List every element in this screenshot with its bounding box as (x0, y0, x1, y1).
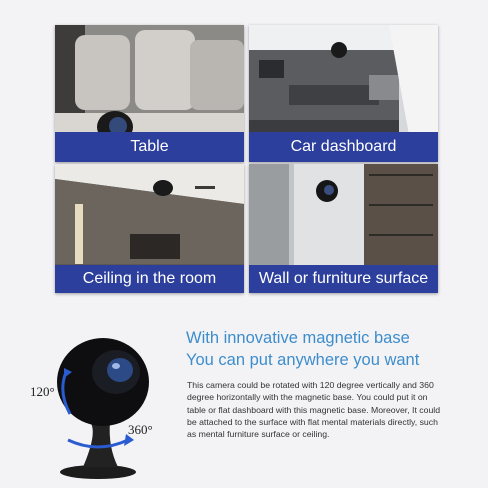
tile-wall-furniture (249, 164, 438, 293)
vertical-rotation-label: 120° (30, 384, 55, 399)
feature-heading-line1: With innovative magnetic base (186, 329, 410, 347)
tile-ceiling (55, 164, 244, 293)
tile-table (55, 25, 244, 162)
feature-description: This camera could be rotated with 120 degree vertically and 360 degree horizontally with the magnetic base. You could put it on table or flat dashboard with this magnetic base. Moreover, It could be attached to the surface with flat mental materials directly, such as mental furniture surface or ceiling. (187, 380, 441, 440)
feature-heading-line2: You can put anywhere you want (186, 351, 420, 369)
camera-product-image (28, 322, 178, 482)
tile-car-dashboard (249, 25, 438, 162)
tile-caption: Wall or furniture surface (249, 265, 438, 293)
feature-heading (186, 327, 419, 371)
tile-caption: Car dashboard (249, 132, 438, 162)
tile-caption: Table (55, 132, 244, 162)
horizontal-rotation-label: 360° (128, 422, 153, 437)
tile-caption: Ceiling in the room (55, 265, 244, 293)
